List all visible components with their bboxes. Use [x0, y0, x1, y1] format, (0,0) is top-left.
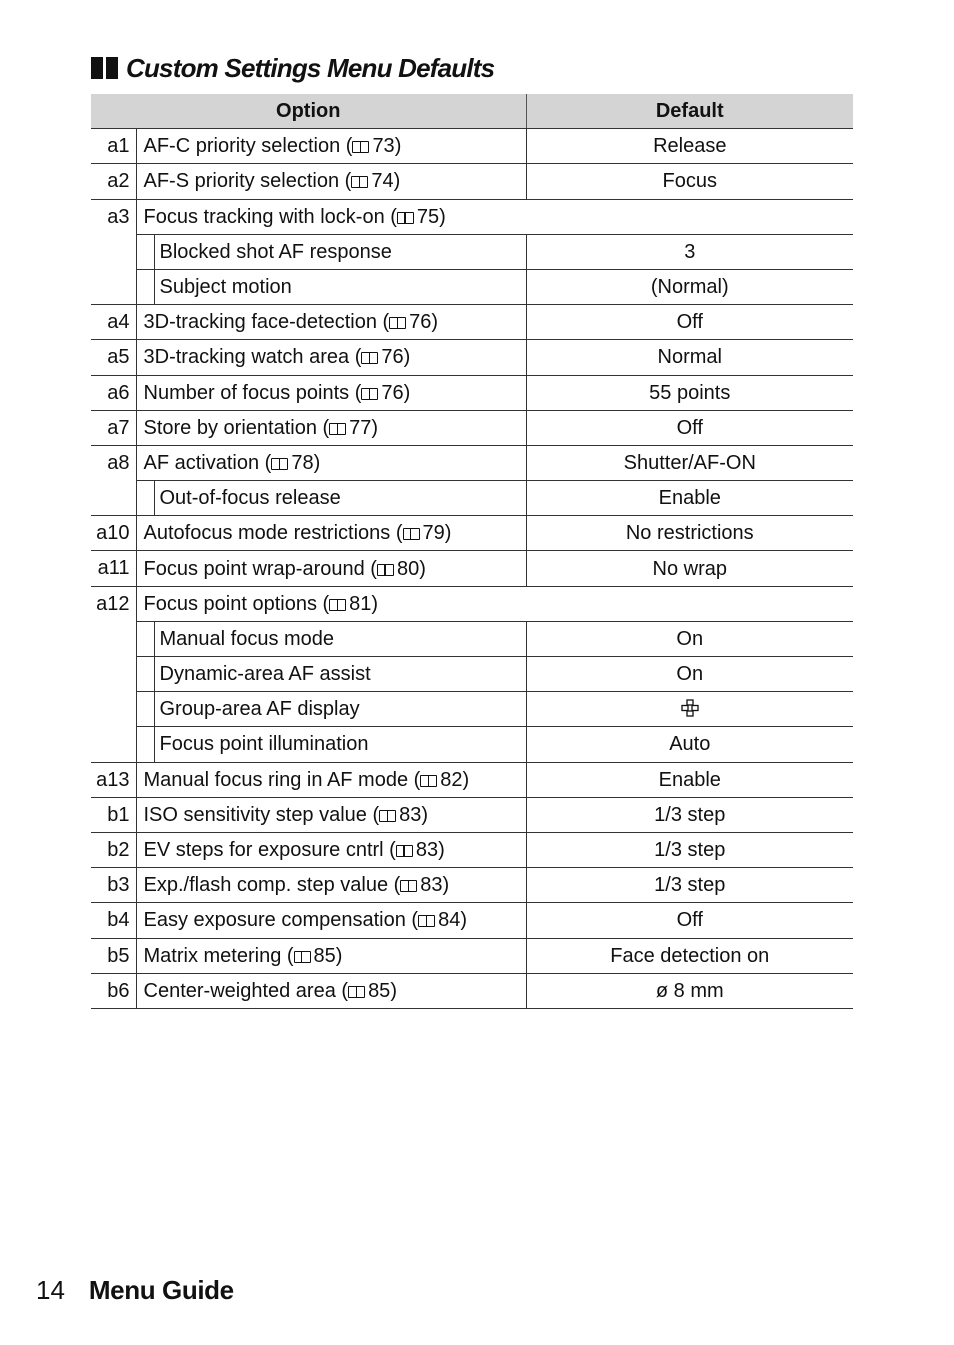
setting-code: b4 — [91, 903, 136, 938]
section-heading — [91, 48, 494, 88]
section-title: Menu Guide — [88, 1275, 234, 1305]
default-value: No restrictions — [526, 516, 853, 551]
table-row — [91, 234, 853, 269]
option-label: EV steps for exposure cntrl ( — [143, 839, 396, 862]
option-label: AF activation ( — [143, 451, 272, 474]
option-label: 3D-tracking watch area ( — [143, 346, 362, 369]
setting-code: b5 — [91, 938, 136, 973]
option-cell: EV steps for exposure cntrl ( 83) — [143, 839, 445, 862]
option-label: Easy exposure compensation ( — [143, 909, 419, 932]
table-row — [91, 657, 853, 692]
default-value: Focus — [526, 164, 853, 199]
setting-code: a3 — [91, 199, 136, 305]
option-label: Autofocus mode restrictions ( — [143, 522, 403, 545]
option-label: Focus tracking with lock-on ( — [143, 205, 397, 228]
default-value — [526, 692, 853, 727]
option-label: AF-S priority selection ( — [143, 170, 352, 193]
option-label: Focus point options ( — [143, 592, 330, 615]
defaults-table — [91, 94, 853, 1009]
default-value: Off — [526, 903, 853, 938]
table-row — [91, 164, 853, 199]
table-row — [91, 445, 853, 480]
setting-code: b1 — [91, 797, 136, 832]
default-value: Enable — [526, 762, 853, 797]
sub-option-label: Blocked shot AF response — [154, 234, 526, 269]
page-reference-icon — [396, 845, 413, 857]
setting-code: a5 — [91, 340, 136, 375]
setting-code: a10 — [91, 516, 136, 551]
page-reference-icon — [329, 423, 346, 435]
default-value: On — [526, 657, 853, 692]
option-cell: AF-C priority selection ( 73) — [143, 135, 402, 158]
page-reference: 78 — [291, 451, 314, 474]
page-reference: 85 — [313, 944, 336, 967]
table-row — [91, 692, 853, 727]
setting-code: b2 — [91, 832, 136, 867]
page-reference: 83 — [415, 839, 439, 862]
option-cell: Manual focus ring in AF mode ( 82) — [143, 768, 470, 791]
table-row — [91, 938, 853, 973]
default-value: Enable — [526, 481, 853, 516]
page-reference: 77 — [349, 416, 372, 439]
default-value: 1/3 step — [526, 797, 853, 832]
setting-code: a8 — [91, 445, 136, 515]
page-reference: 79 — [422, 522, 445, 545]
table-row — [91, 832, 853, 867]
setting-code: a2 — [91, 164, 136, 199]
indent-cell — [136, 692, 154, 727]
table-row — [91, 516, 853, 551]
indent-cell — [136, 481, 154, 516]
default-value: No wrap — [526, 551, 853, 586]
option-cell: ISO sensitivity step value ( 83) — [143, 803, 429, 826]
option-label: Number of focus points ( — [143, 381, 362, 404]
sub-option-label: Group-area AF display — [154, 692, 526, 727]
table-row — [91, 199, 853, 234]
table-row — [91, 586, 853, 621]
default-value: (Normal) — [526, 269, 853, 304]
default-value: On — [526, 621, 853, 656]
option-label: Matrix metering ( — [143, 944, 294, 967]
table-row — [91, 410, 853, 445]
default-value: ø 8 mm — [526, 973, 853, 1008]
option-cell: Focus point options ( 81) — [143, 592, 379, 615]
page-reference: 76 — [381, 381, 404, 404]
page-reference: 85 — [368, 979, 391, 1002]
option-cell: Easy exposure compensation ( 84) — [143, 909, 468, 932]
page-reference-icon — [397, 212, 414, 224]
option-cell: Center-weighted area ( 85) — [143, 979, 397, 1002]
setting-code: a13 — [91, 762, 136, 797]
sub-option-label: Manual focus mode — [154, 621, 526, 656]
sub-option-label: Dynamic-area AF assist — [154, 657, 526, 692]
option-cell: AF-S priority selection ( 74) — [143, 170, 401, 193]
table-row — [91, 868, 853, 903]
option-cell: 3D-tracking face-detection ( 76) — [143, 311, 439, 334]
indent-cell — [136, 657, 154, 692]
option-label: 3D-tracking face-detection ( — [143, 311, 390, 334]
table-row — [91, 340, 853, 375]
page-reference: 82 — [440, 768, 463, 791]
setting-code: b6 — [91, 973, 136, 1008]
option-label: Center-weighted area ( — [143, 979, 349, 1002]
setting-code: a7 — [91, 410, 136, 445]
page-reference-icon — [400, 880, 417, 892]
option-cell: Focus tracking with lock-on ( 75) — [143, 205, 446, 228]
page-reference-icon — [403, 528, 420, 540]
indent-cell — [136, 727, 154, 762]
page-reference-icon — [361, 388, 378, 400]
table-row — [91, 903, 853, 938]
option-cell: Autofocus mode restrictions ( 79) — [143, 522, 452, 545]
page-reference: 76 — [381, 346, 404, 369]
page-footer — [36, 1275, 234, 1306]
default-value: Off — [526, 410, 853, 445]
option-label: Exp./flash comp. step value ( — [143, 874, 401, 897]
option-cell: 3D-tracking watch area ( 76) — [143, 346, 411, 369]
table-row — [91, 481, 853, 516]
setting-code: a4 — [91, 305, 136, 340]
page-reference: 81 — [349, 592, 372, 615]
default-value: Off — [526, 305, 853, 340]
table-row — [91, 797, 853, 832]
page-reference-icon — [329, 599, 346, 611]
option-cell: Exp./flash comp. step value ( 83) — [143, 874, 450, 897]
page-reference-icon — [294, 951, 311, 963]
option-cell: Matrix metering ( 85) — [143, 944, 343, 967]
page-reference: 76 — [409, 311, 432, 334]
table-row — [91, 551, 853, 586]
table-row — [91, 305, 853, 340]
page-reference-icon — [271, 458, 288, 470]
page-reference-icon — [377, 564, 394, 576]
page-reference-icon — [348, 986, 365, 998]
group-area-focus-icon — [680, 698, 700, 718]
default-value: Shutter/AF-ON — [526, 445, 853, 480]
table-header-row — [91, 94, 853, 129]
default-value: Auto — [526, 727, 853, 762]
default-value: 3 — [526, 234, 853, 269]
option-cell: Focus point wrap-around ( 80) — [143, 557, 426, 580]
table-row — [91, 269, 853, 304]
page-number: 14 — [36, 1275, 65, 1305]
default-column-header: Default — [526, 94, 853, 129]
page-reference-icon — [361, 352, 378, 364]
default-value: 1/3 step — [526, 832, 853, 867]
page-reference-icon — [418, 915, 435, 927]
option-column-header: Option — [91, 94, 526, 129]
option-label: Manual focus ring in AF mode ( — [143, 768, 421, 791]
sub-option-label: Subject motion — [154, 269, 526, 304]
sub-option-label: Focus point illumination — [154, 727, 526, 762]
page-reference-icon — [389, 317, 406, 329]
setting-code: a11 — [91, 551, 136, 586]
option-label: Focus point wrap-around ( — [143, 557, 377, 580]
setting-code: a6 — [91, 375, 136, 410]
page-reference-icon — [352, 141, 369, 153]
table-row — [91, 727, 853, 762]
page-title: Custom Settings Menu Defaults — [126, 52, 495, 83]
option-label: AF-C priority selection ( — [143, 135, 353, 158]
heading-marker-icon — [106, 57, 118, 79]
page-reference: 73 — [372, 135, 395, 158]
table-row — [91, 129, 853, 164]
heading-marker-icon — [91, 57, 103, 79]
setting-code: a12 — [91, 586, 136, 762]
setting-code: a1 — [91, 129, 136, 164]
default-value: Face detection on — [526, 938, 853, 973]
table-row — [91, 621, 853, 656]
default-value: 1/3 step — [526, 868, 853, 903]
default-value: 55 points — [526, 375, 853, 410]
page-reference-icon — [351, 176, 368, 188]
sub-option-label: Out-of-focus release — [154, 481, 526, 516]
indent-cell — [136, 269, 154, 304]
option-cell: AF activation ( 78) — [143, 451, 321, 474]
page-reference: 74 — [371, 170, 394, 193]
page-reference: 75 — [416, 205, 440, 228]
indent-cell — [136, 234, 154, 269]
option-label: ISO sensitivity step value ( — [143, 803, 380, 826]
page-reference: 83 — [420, 874, 443, 897]
option-cell: Number of focus points ( 76) — [143, 381, 411, 404]
page-reference-icon — [379, 810, 396, 822]
option-label: Store by orientation ( — [143, 416, 330, 439]
option-cell: Store by orientation ( 77) — [143, 416, 379, 439]
page-reference: 83 — [399, 803, 422, 826]
indent-cell — [136, 621, 154, 656]
page-reference: 84 — [438, 909, 461, 932]
table-row — [91, 375, 853, 410]
default-value: Release — [526, 129, 853, 164]
page-reference-icon — [420, 775, 437, 787]
page-reference: 80 — [396, 557, 420, 580]
table-row — [91, 973, 853, 1008]
table-row — [91, 762, 853, 797]
default-value: Normal — [526, 340, 853, 375]
setting-code: b3 — [91, 868, 136, 903]
